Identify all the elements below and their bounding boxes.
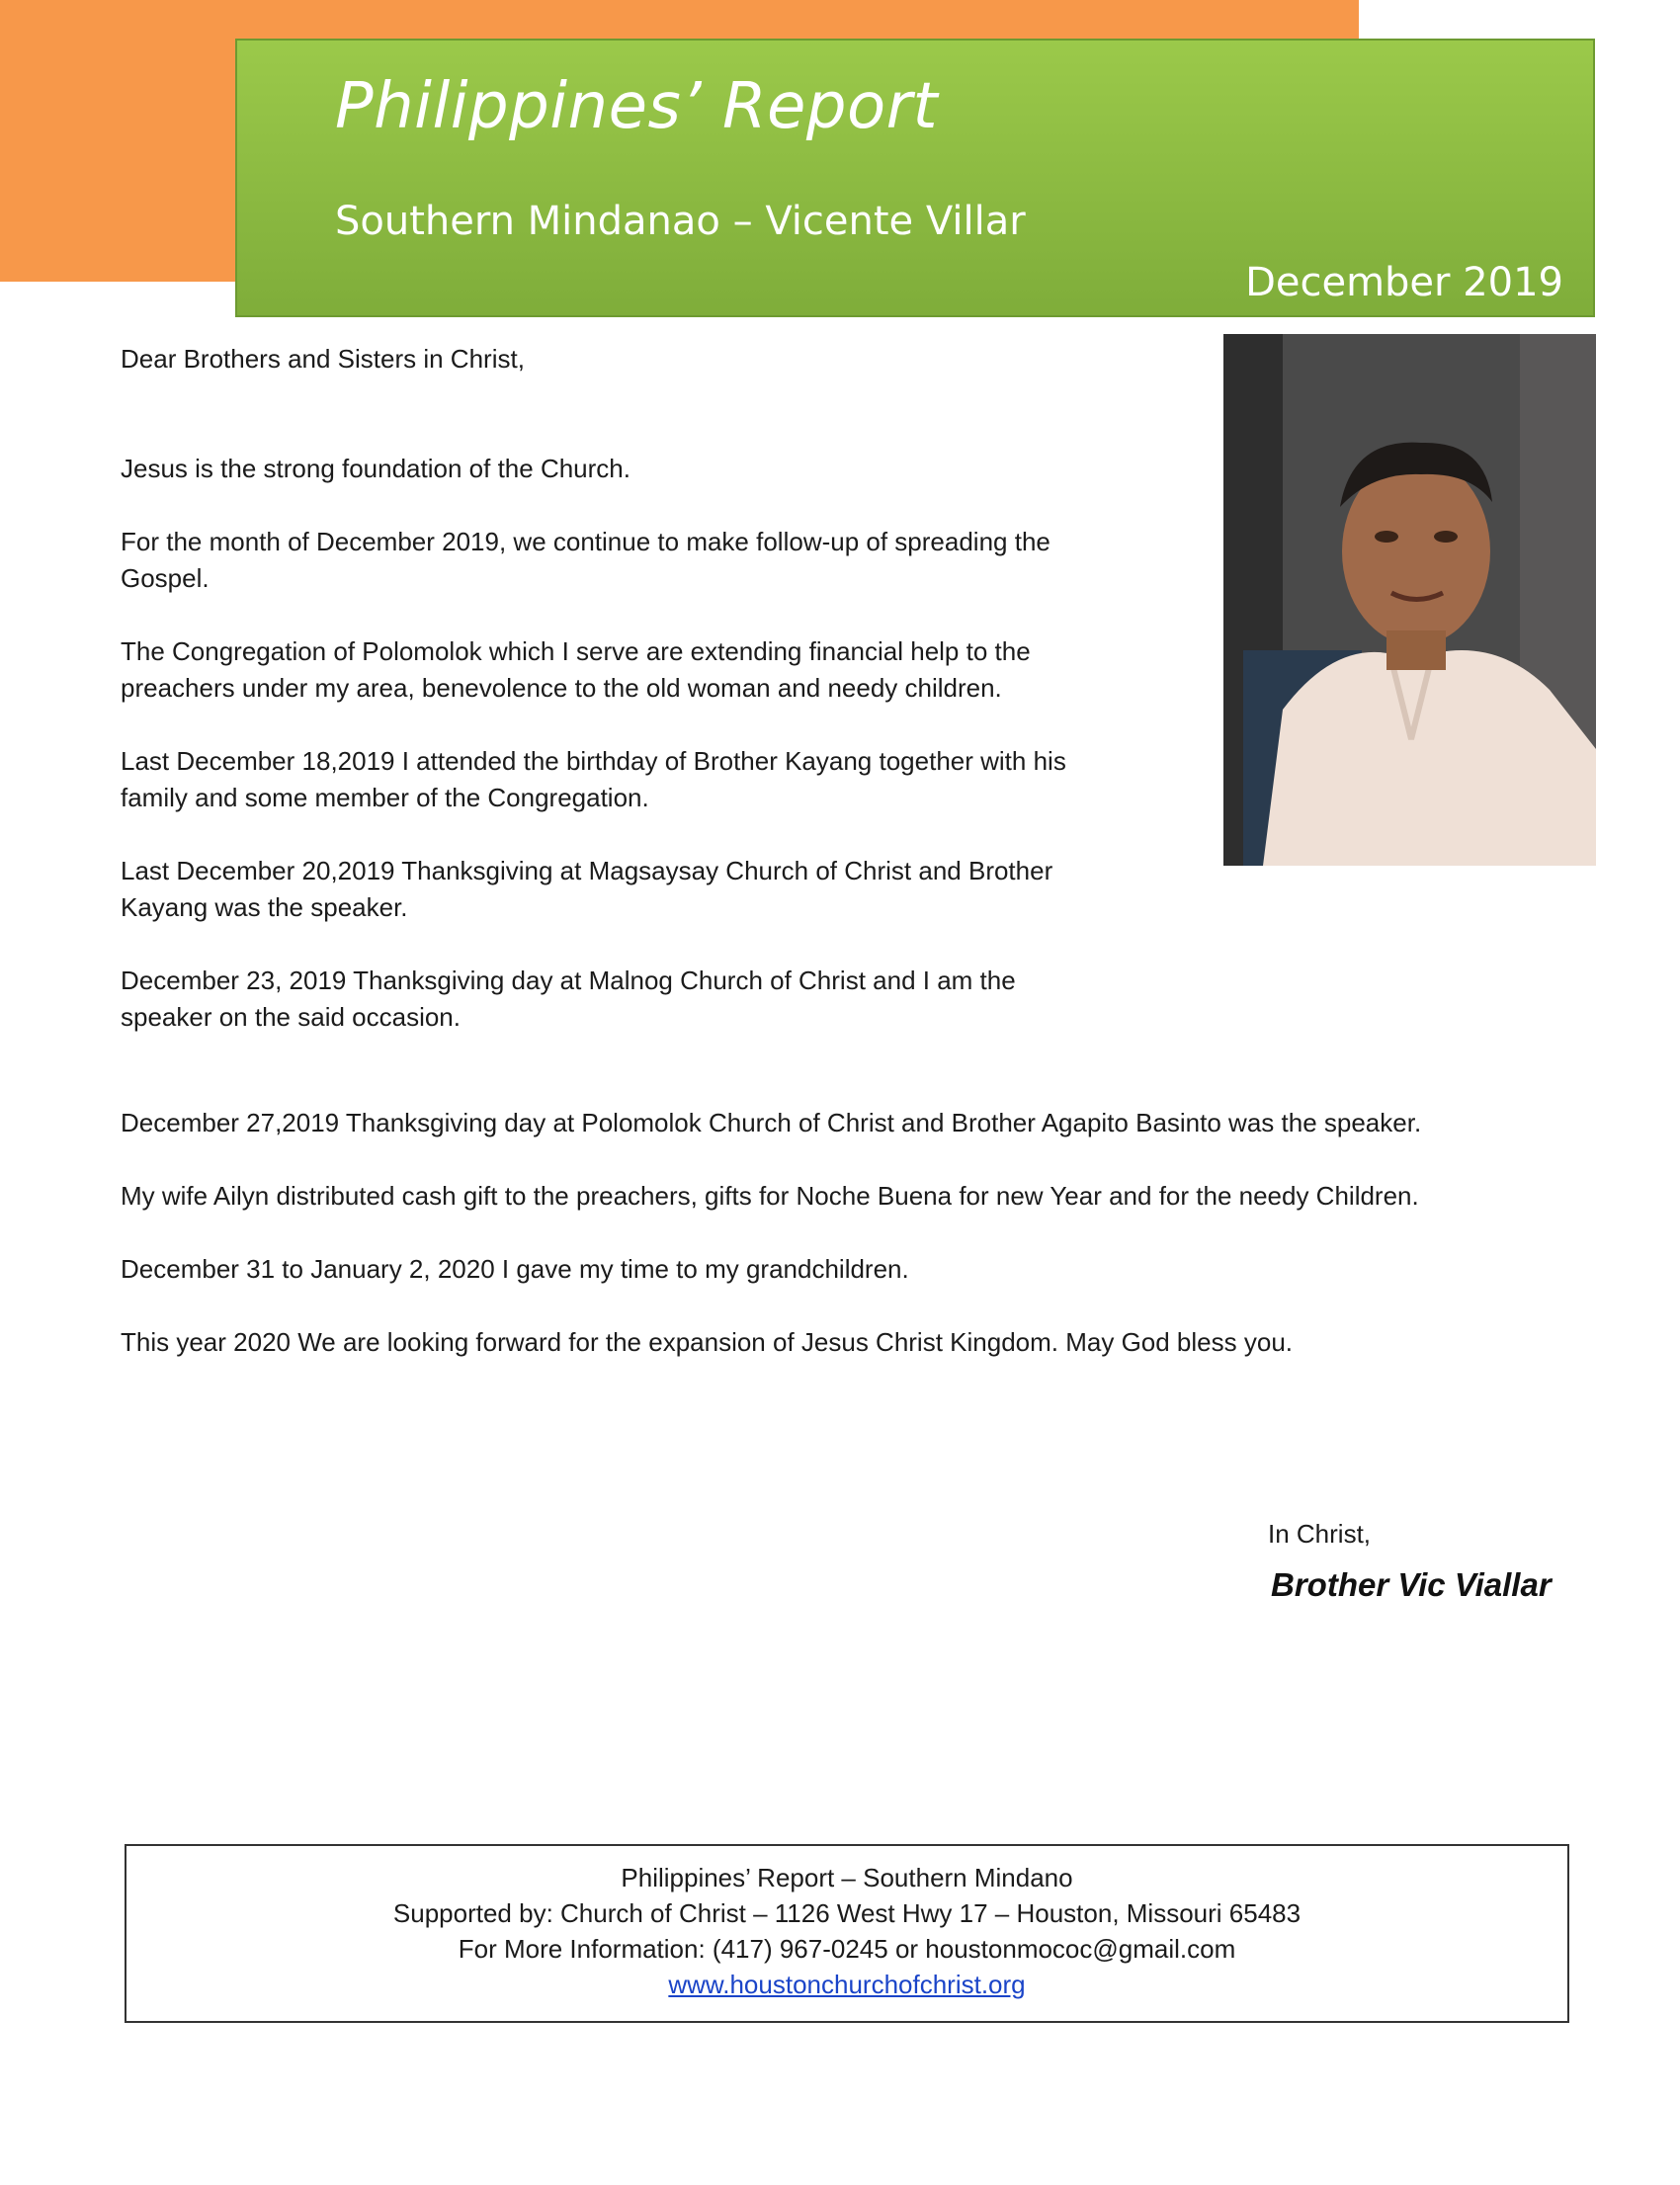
website-link[interactable]: www.houstonchurchofchrist.org (668, 1970, 1026, 1999)
letter-paragraph: Jesus is the strong foundation of the Church. (121, 454, 630, 483)
letter-paragraph: Last December 20,2019 Thanksgiving at Magsaysay Church of Christ and Brother Kayang was the speaker. (121, 856, 1053, 922)
letter-closing: In Christ, (1268, 1519, 1372, 1549)
report-title: Philippines’ Report (335, 70, 939, 143)
letter-paragraph: December 27,2019 Thanksgiving day at Polomolok Church of Christ and Brother Agapito Basinto was the speaker. (121, 1108, 1422, 1137)
report-date: December 2019 (1245, 260, 1563, 305)
letter-paragraph: For the month of December 2019, we continue to make follow-up of spreading the Gospel. (121, 527, 1050, 593)
letter-body (121, 341, 1109, 1072)
letter-paragraph: December 23, 2019 Thanksgiving day at Malnog Church of Christ and I am the speaker on the said occasion. (121, 966, 1016, 1032)
footer-line-support: Supported by: Church of Christ – 1126 West Hwy 17 – Houston, Missouri 65483 (392, 1898, 1302, 1928)
letter-greeting: Dear Brothers and Sisters in Christ, (121, 344, 525, 374)
letter-body-continued (121, 1105, 1603, 1397)
report-subtitle: Southern Mindanao – Vicente Villar (335, 199, 1026, 244)
header-banner (235, 39, 1595, 317)
letter-paragraph: Last December 18,2019 I attended the birthday of Brother Kayang together with his family and some member of the Congregation. (121, 746, 1066, 812)
letter-paragraph: This year 2020 We are looking forward for the expansion of Jesus Christ Kingdom. May God bless you. (121, 1327, 1293, 1357)
letter-paragraph: December 31 to January 2, 2020 I gave my time to my grandchildren. (121, 1254, 909, 1284)
letter-paragraph: My wife Ailyn distributed cash gift to the preachers, gifts for Noche Buena for new Year and for the needy Children. (121, 1181, 1419, 1211)
letter-signature: Brother Vic Viallar (1271, 1566, 1552, 1603)
footer-info-box (125, 1844, 1569, 2023)
footer-line-title: Philippines’ Report – Southern Mindano (621, 1863, 1073, 1892)
letter-paragraph: The Congregation of Polomolok which I serve are extending financial help to the preachers under my area, benevolence to the old woman and needy children. (121, 636, 1031, 703)
author-portrait-photo (1223, 334, 1596, 866)
footer-line-contact: For More Information: (417) 967-0245 or houstonmococ@gmail.com (458, 1934, 1236, 1964)
